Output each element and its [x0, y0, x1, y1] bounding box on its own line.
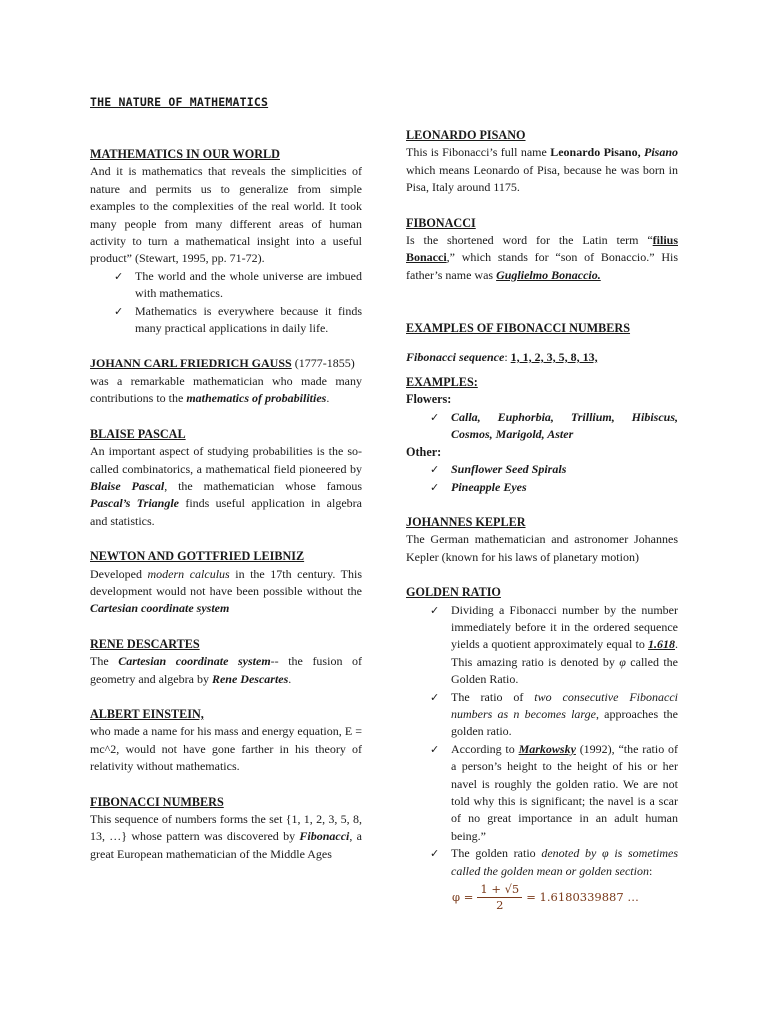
section-examples	[406, 374, 678, 496]
section-heading: EXAMPLES OF FIBONACCI NUMBERS	[406, 321, 631, 336]
check-mark-icon: ✓	[430, 690, 440, 704]
gauss-years: (1777-1855)	[291, 356, 355, 371]
check-mark-icon: ✓	[430, 410, 440, 424]
section-gauss	[90, 355, 362, 407]
fibonacci-sequence-line: Fibonacci sequence: 1, 1, 2, 3, 5, 8, 13,	[406, 349, 598, 364]
section-body: Developed modern calculus in the 17th century. This development would not have been possible without the Cartesian coordinate system	[90, 566, 362, 616]
section-fibonacci	[406, 215, 678, 285]
section-heading: JOHANNES KEPLER	[406, 514, 526, 529]
checklist-other	[406, 461, 678, 496]
document-title: THE NATURE OF MATHEMATICS	[90, 95, 269, 109]
left-column	[90, 146, 362, 863]
flowers-label: Flowers:	[406, 392, 452, 407]
check-mark-icon: ✓	[430, 603, 440, 617]
checklist-golden-ratio	[406, 602, 678, 881]
section-heading: NEWTON AND GOTTFRIED LEIBNIZ	[90, 549, 305, 564]
section-body: This sequence of numbers forms the set {1, 1, 2, 3, 5, 8, 13, …} whose pattern was discovered by Fibonacci, a great European mathematician of the Middle Ages	[90, 812, 362, 861]
section-body: And it is mathematics that reveals the simplicities of nature and permits us to generalize from simple examples to the complexities of the real world. It took many people from many different areas of human activity to turn a mathematical insight into a useful product” (Stewart, 1995, pp. 71-72).	[90, 164, 362, 266]
golden-ratio-formula	[452, 882, 678, 913]
check-mark-icon: ✓	[430, 480, 440, 494]
section-body: who made a name for his mass and energy equation, E = mc^2, would not have gone farther in his theory of relativity without mathematics.	[90, 724, 362, 774]
section-math-in-world	[90, 146, 362, 337]
section-heading: RENE DESCARTES	[90, 636, 200, 651]
section-body: The German mathematician and astronomer Johannes Kepler (known for his laws of planetary motion)	[406, 532, 678, 564]
section-body: Is the shortened word for the Latin term “filius Bonacci,” which stands for “son of Bonaccio.” His father’s name was Guglielmo Bonaccio.	[406, 233, 678, 282]
check-mark-icon: ✓	[114, 269, 124, 283]
section-heading: ALBERT EINSTEIN,	[90, 706, 204, 721]
list-item: ✓ Dividing a Fibonacci number by the number immediately before it in the ordered sequence yields a quotient approximately equal to 1.618. This amazing ratio is denoted by φ called the Golden Ratio.	[430, 602, 678, 687]
other-label: Other:	[406, 444, 442, 459]
section-heading: JOHANN CARL FRIEDRICH GAUSS	[90, 356, 292, 371]
section-heading: MATHEMATICS IN OUR WORLD	[90, 147, 280, 161]
list-item: ✓ Calla, Euphorbia, Trillium, Hibiscus, Cosmos, Marigold, Aster	[430, 409, 678, 442]
section-descartes	[90, 636, 362, 688]
section-fibonacci-numbers	[90, 794, 362, 864]
section-pascal	[90, 426, 362, 530]
section-heading: FIBONACCI NUMBERS	[90, 794, 224, 809]
formula-fraction	[477, 882, 522, 913]
section-golden-ratio	[406, 584, 678, 913]
check-mark-icon: ✓	[430, 847, 440, 861]
check-mark-icon: ✓	[430, 742, 440, 756]
list-item: ✓ The golden ratio denoted by φ is sometimes called the golden mean or golden section:	[430, 846, 678, 878]
section-johannes-kepler	[406, 514, 678, 566]
check-mark-icon: ✓	[430, 463, 440, 477]
list-item: ✓ According to Markowsky (1992), “the ratio of a person’s height to the height of his or her navel is roughly the golden ratio. We are not told why this is significant; the navel is a scar of no great importance in an adult human being.”	[430, 741, 679, 843]
list-item: ✓ Mathematics is everywhere because it finds many practical applications in daily life.	[114, 303, 362, 336]
section-leonardo-pisano	[406, 127, 678, 197]
section-body: was a remarkable mathematician who made many contributions to the mathematics of probabilities.	[90, 373, 362, 406]
formula-numerator: 1 + √5	[477, 882, 522, 898]
checklist-flowers	[406, 409, 678, 444]
section-heading-line	[90, 355, 362, 372]
section-heading: LEONARDO PISANO	[406, 128, 526, 142]
list-item: ✓ The world and the whole universe are imbued with mathematics.	[114, 268, 362, 301]
section-heading: EXAMPLES:	[406, 375, 478, 390]
check-mark-icon: ✓	[114, 304, 124, 318]
formula-lhs: φ =	[452, 889, 474, 904]
section-heading: GOLDEN RATIO	[406, 585, 501, 600]
section-body: The Cartesian coordinate system-- the fusion of geometry and algebra by Rene Descartes.	[90, 654, 362, 686]
right-column	[406, 127, 678, 913]
section-body: This is Fibonacci’s full name Leonardo Pisano, Pisano which means Leonardo of Pisa, because he was born in Pisa, Italy around 1175.	[406, 145, 679, 195]
section-newton-leibniz	[90, 548, 362, 618]
section-heading: FIBONACCI	[406, 215, 476, 230]
list-item: ✓ The ratio of two consecutive Fibonacci numbers as n becomes large, approaches the golden ratio.	[430, 689, 679, 739]
section-body: An important aspect of studying probabilities is the so-called combinatorics, a mathematical field pioneered by Blaise Pascal, the mathematician whose famous Pascal’s Triangle finds useful application in algebra and statistics.	[90, 444, 362, 528]
list-item: ✓ Pineapple Eyes	[406, 479, 678, 496]
checklist	[90, 268, 362, 338]
formula-denominator: 2	[496, 898, 504, 913]
list-item: ✓ Sunflower Seed Spirals	[406, 461, 678, 478]
formula-rhs: = 1.6180339887 …	[526, 889, 639, 904]
section-heading: BLAISE PASCAL	[90, 426, 186, 441]
section-examples-of-fibonacci-numbers	[406, 320, 678, 366]
section-einstein	[90, 706, 362, 776]
